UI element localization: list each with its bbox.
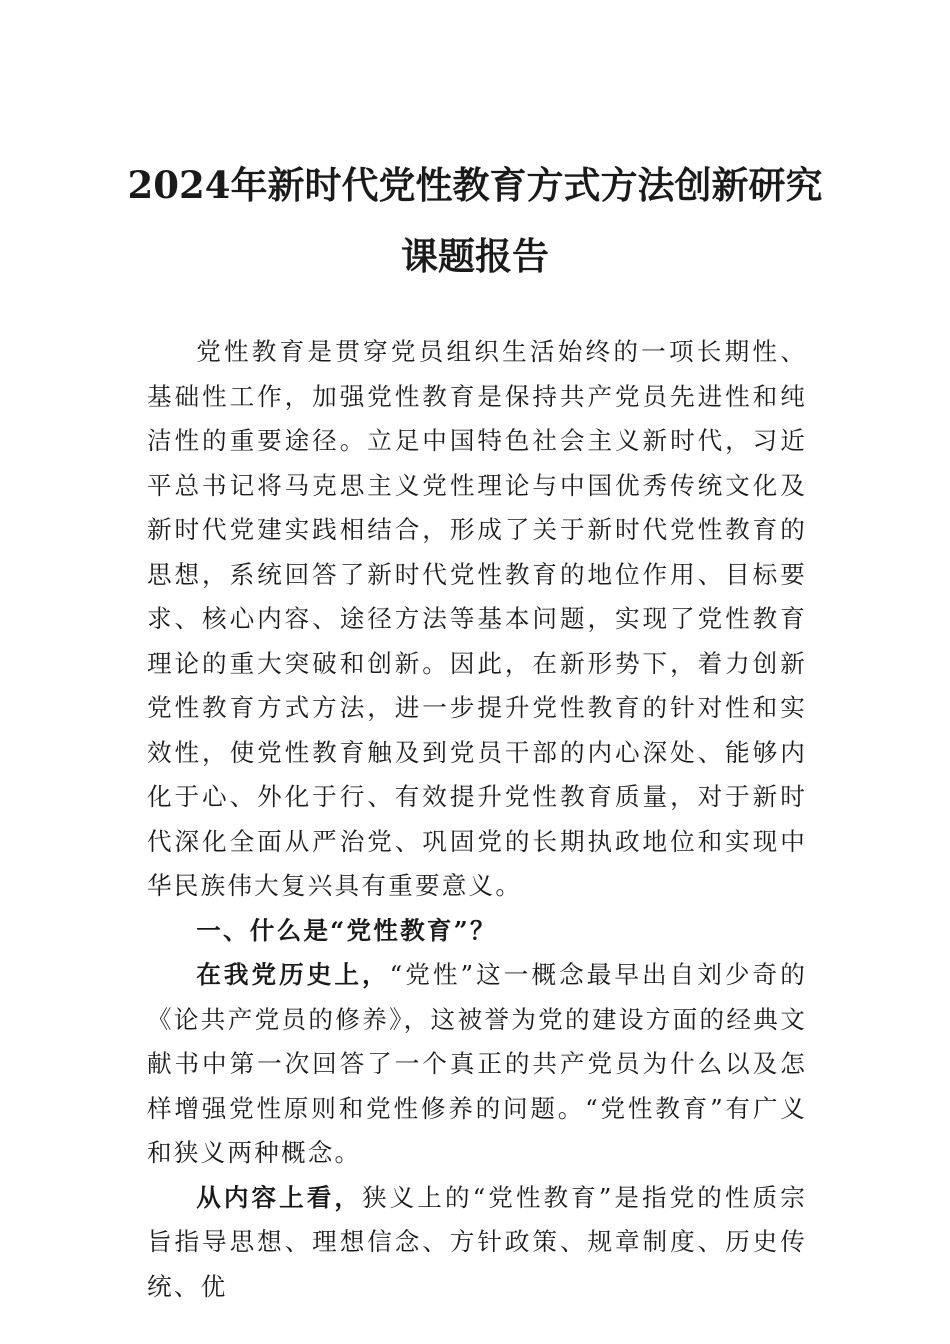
paragraph-history-text: “党性”这一概念最早出自刘少奇的《论共产党员的修养》，这被誉为党的建设方面的经典文献书中第一次回答了一个真正的共产党员为什么以及怎样增强党性原则和党性修养的问题。“党性教育”有广义和狭义两种概念。 [147,960,807,1167]
document-title-line2: 课题报告 [401,234,549,278]
paragraph-content [147,1176,807,1310]
paragraph-content-text: 狭义上的“党性教育”是指党的性质宗旨指导思想、理想信念、方针政策、规章制度、历史传统、优 [147,1182,807,1301]
document-body [147,330,807,1309]
intro-paragraph: 党性教育是贯穿党员组织生活始终的一项长期性、基础性工作，加强党性教育是保持共产党员先进性和纯洁性的重要途径。立足中国特色社会主义新时代，习近平总书记将马克思主义党性理论与中国优秀传统文化及新时代党建实践相结合，形成了关于新时代党性教育的思想，系统回答了新时代党性教育的地位作用、目标要求、核心内容、途径方法等基本问题，实现了党性教育理论的重大突破和创新。因此，在新形势下，着力创新党性教育方式方法，进一步提升党性教育的针对性和实效性，使党性教育触及到党员干部的内心深处、能够内化于心、外化于行、有效提升党性教育质量，对于新时代深化全面从严治党、巩固党的长期执政地位和实现中华民族伟大复兴具有重要意义。 [147,337,807,900]
document-title-line1: 2024年新时代党性教育方式方法创新研究 [127,163,823,207]
paragraph-content-lead: 从内容上看， [196,1182,363,1212]
paragraph-history [147,953,807,1176]
paragraph-history-lead: 在我党历史上， [196,960,390,989]
section-heading-1: 一、什么是“党性教育”？ [196,915,497,945]
